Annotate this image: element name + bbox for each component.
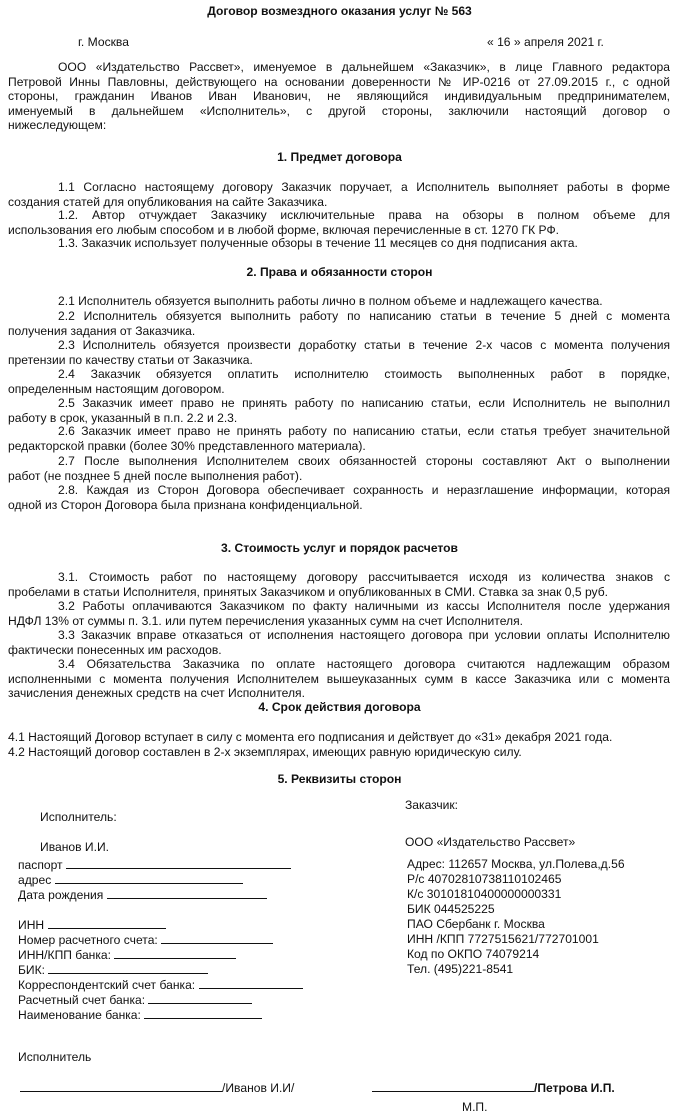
customer-address: Адрес: 112657 Москва, ул.Полева,д.56 bbox=[407, 857, 625, 871]
customer-phone: Тел. (495)221-8541 bbox=[407, 962, 514, 976]
executor-bik-field: БИК: bbox=[18, 962, 208, 977]
customer-bik: БИК 044525225 bbox=[407, 902, 495, 916]
executor-bank-account-field: Расчетный счет банка: bbox=[18, 992, 252, 1007]
customer-settlement-account: Р/с 40702810738110102465 bbox=[407, 872, 562, 886]
executor-account-field: Номер расчетного счета: bbox=[18, 932, 273, 947]
clause-3-1: 3.1. Стоимость работ по настоящему договору рассчитывается исходя из количества знаков с пробелами в статьи Исполнителя, принятых Заказчиком и опубликованных в СМИ. Ставка за знак 0,5 руб. bbox=[8, 570, 670, 599]
clause-3-3: 3.3 Заказчик вправе отказаться от исполнения настоящего договора при условии оплаты Исполнителю фактически понесенных им расходов. bbox=[8, 628, 670, 657]
executor-label: Исполнитель: bbox=[40, 810, 117, 824]
customer-okpo: Код по ОКПО 74079214 bbox=[407, 947, 540, 961]
clause-2-2: 2.2 Исполнитель обязуется выполнить работу по написанию статьи в течение 5 дней с момента получения задания от Заказчика. bbox=[8, 309, 670, 338]
clause-2-4: 2.4 Заказчик обязуется оплатить исполнителю стоимость выполненных работ в порядке, определенным настоящим договором. bbox=[8, 367, 670, 396]
executor-signature: /Иванов И.И/ bbox=[20, 1080, 294, 1095]
stamp-place: М.П. bbox=[462, 1100, 488, 1114]
customer-corr-account: К/с 30101810400000000331 bbox=[407, 887, 562, 901]
clause-2-3: 2.3 Исполнитель обязуется произвести доработку статьи в течение 2-х часов с момента получения претензии по качеству статьи от Заказчика. bbox=[8, 338, 670, 367]
document-title: Договор возмездного оказания услуг № 563 bbox=[207, 4, 472, 18]
clause-1-3: 1.3. Заказчик использует полученные обзоры в течение 11 месяцев со дня подписания акта. bbox=[58, 236, 578, 250]
clause-4-1: 4.1 Настоящий Договор вступает в силу с момента его подписания и действует до «31» декабря 2021 года. bbox=[8, 730, 613, 744]
section-5-heading: 5. Реквизиты сторон bbox=[277, 772, 402, 786]
signature-executor-label: Исполнитель bbox=[18, 1050, 92, 1064]
clause-1-2: 1.2. Автор отчуждает Заказчику исключительные права на обзоры в полном объеме для использования его любым способом и в любой форме, включая перечисленные в ст. 1270 ГК РФ. bbox=[8, 208, 670, 237]
customer-signature: /Петрова И.П. bbox=[372, 1080, 615, 1095]
executor-bank-inn-field: ИНН/КПП банка: bbox=[18, 947, 236, 962]
city: г. Москва bbox=[78, 35, 129, 49]
intro-paragraph: ООО «Издательство Рассвет», именуемое в дальнейшем «Заказчик», в лице Главного редактора Петровой Инны Павловны, действующего на основании доверенности № ИР-0216 от 27.09.2015 г., с одной стороны, гражданин Иванов Иван Иванович, не являющийся индивидуальным предпринимателем, именуемый в дальнейшем «Исполнитель», с другой стороны, заключили настоящий договор о нижеследующем: bbox=[8, 60, 670, 133]
clause-2-1: 2.1 Исполнитель обязуется выполнить работы лично в полном объеме и надлежащего качества. bbox=[58, 294, 603, 308]
customer-name: ООО «Издательство Рассвет» bbox=[405, 835, 576, 849]
customer-label: Заказчик: bbox=[405, 798, 459, 812]
executor-address-field: адрес bbox=[18, 872, 243, 887]
clause-3-4: 3.4 Обязательства Заказчика по оплате настоящего договора считаются надлежащим образом исполненными с момента получения Исполнителем вышеуказанных сумм в кассе Заказчика или с момента зачисления денежных средств на счет Исполнителя. bbox=[8, 657, 670, 701]
clause-2-6: 2.6 Заказчик имеет право не принять работу по написанию статьи, если статья требует значительной редакторской правки (более 30% представленного материала). bbox=[8, 424, 670, 453]
executor-name: Иванов И.И. bbox=[40, 840, 110, 854]
executor-corr-account-field: Корреспондентский счет банка: bbox=[18, 977, 303, 992]
executor-bank-name-field: Наименование банка: bbox=[18, 1007, 262, 1022]
executor-passport-field: паспорт bbox=[18, 857, 291, 872]
clause-2-8: 2.8. Каждая из Сторон Договора обеспечивает сохранность и неразглашение информации, которая одной из Сторон Договора была признана конфиденциальной. bbox=[8, 483, 670, 512]
customer-bank: ПАО Сбербанк г. Москва bbox=[407, 917, 545, 931]
executor-birthdate-field: Дата рождения bbox=[18, 887, 267, 902]
contract-date: « 16 » апреля 2021 г. bbox=[487, 35, 604, 49]
clause-3-2: 3.2 Работы оплачиваются Заказчиком по факту наличными из кассы Исполнителя после удержания НДФЛ 13% от суммы п. 3.1. или путем перечисления указанных сумм на счет Исполнителя. bbox=[8, 599, 670, 628]
customer-inn-kpp: ИНН /КПП 7727515621/772701001 bbox=[407, 932, 599, 946]
clause-4-2: 4.2 Настоящий договор составлен в 2-х экземплярах, имеющих равную юридическую силу. bbox=[8, 745, 522, 759]
clause-2-7: 2.7 После выполнения Исполнителем своих обязанностей стороны составляют Акт о выполнении работ (не позднее 5 дней после выполнения работ). bbox=[8, 454, 670, 483]
clause-1-1: 1.1 Согласно настоящему договору Заказчик поручает, а Исполнитель выполняет работы в форме создания статей для опубликования на сайте Заказчика. bbox=[8, 180, 670, 209]
section-2-heading: 2. Права и обязанности сторон bbox=[246, 265, 433, 279]
clause-2-5: 2.5 Заказчик имеет право не принять работу по написанию статьи, если Исполнитель не выполнил работу в срок, указанный в п.п. 2.2 и 2.3. bbox=[8, 396, 670, 425]
executor-inn-field: ИНН bbox=[18, 917, 166, 932]
section-1-heading: 1. Предмет договора bbox=[277, 150, 402, 164]
section-3-heading: 3. Стоимость услуг и порядок расчетов bbox=[221, 541, 458, 555]
section-4-heading: 4. Срок действия договора bbox=[258, 700, 421, 714]
